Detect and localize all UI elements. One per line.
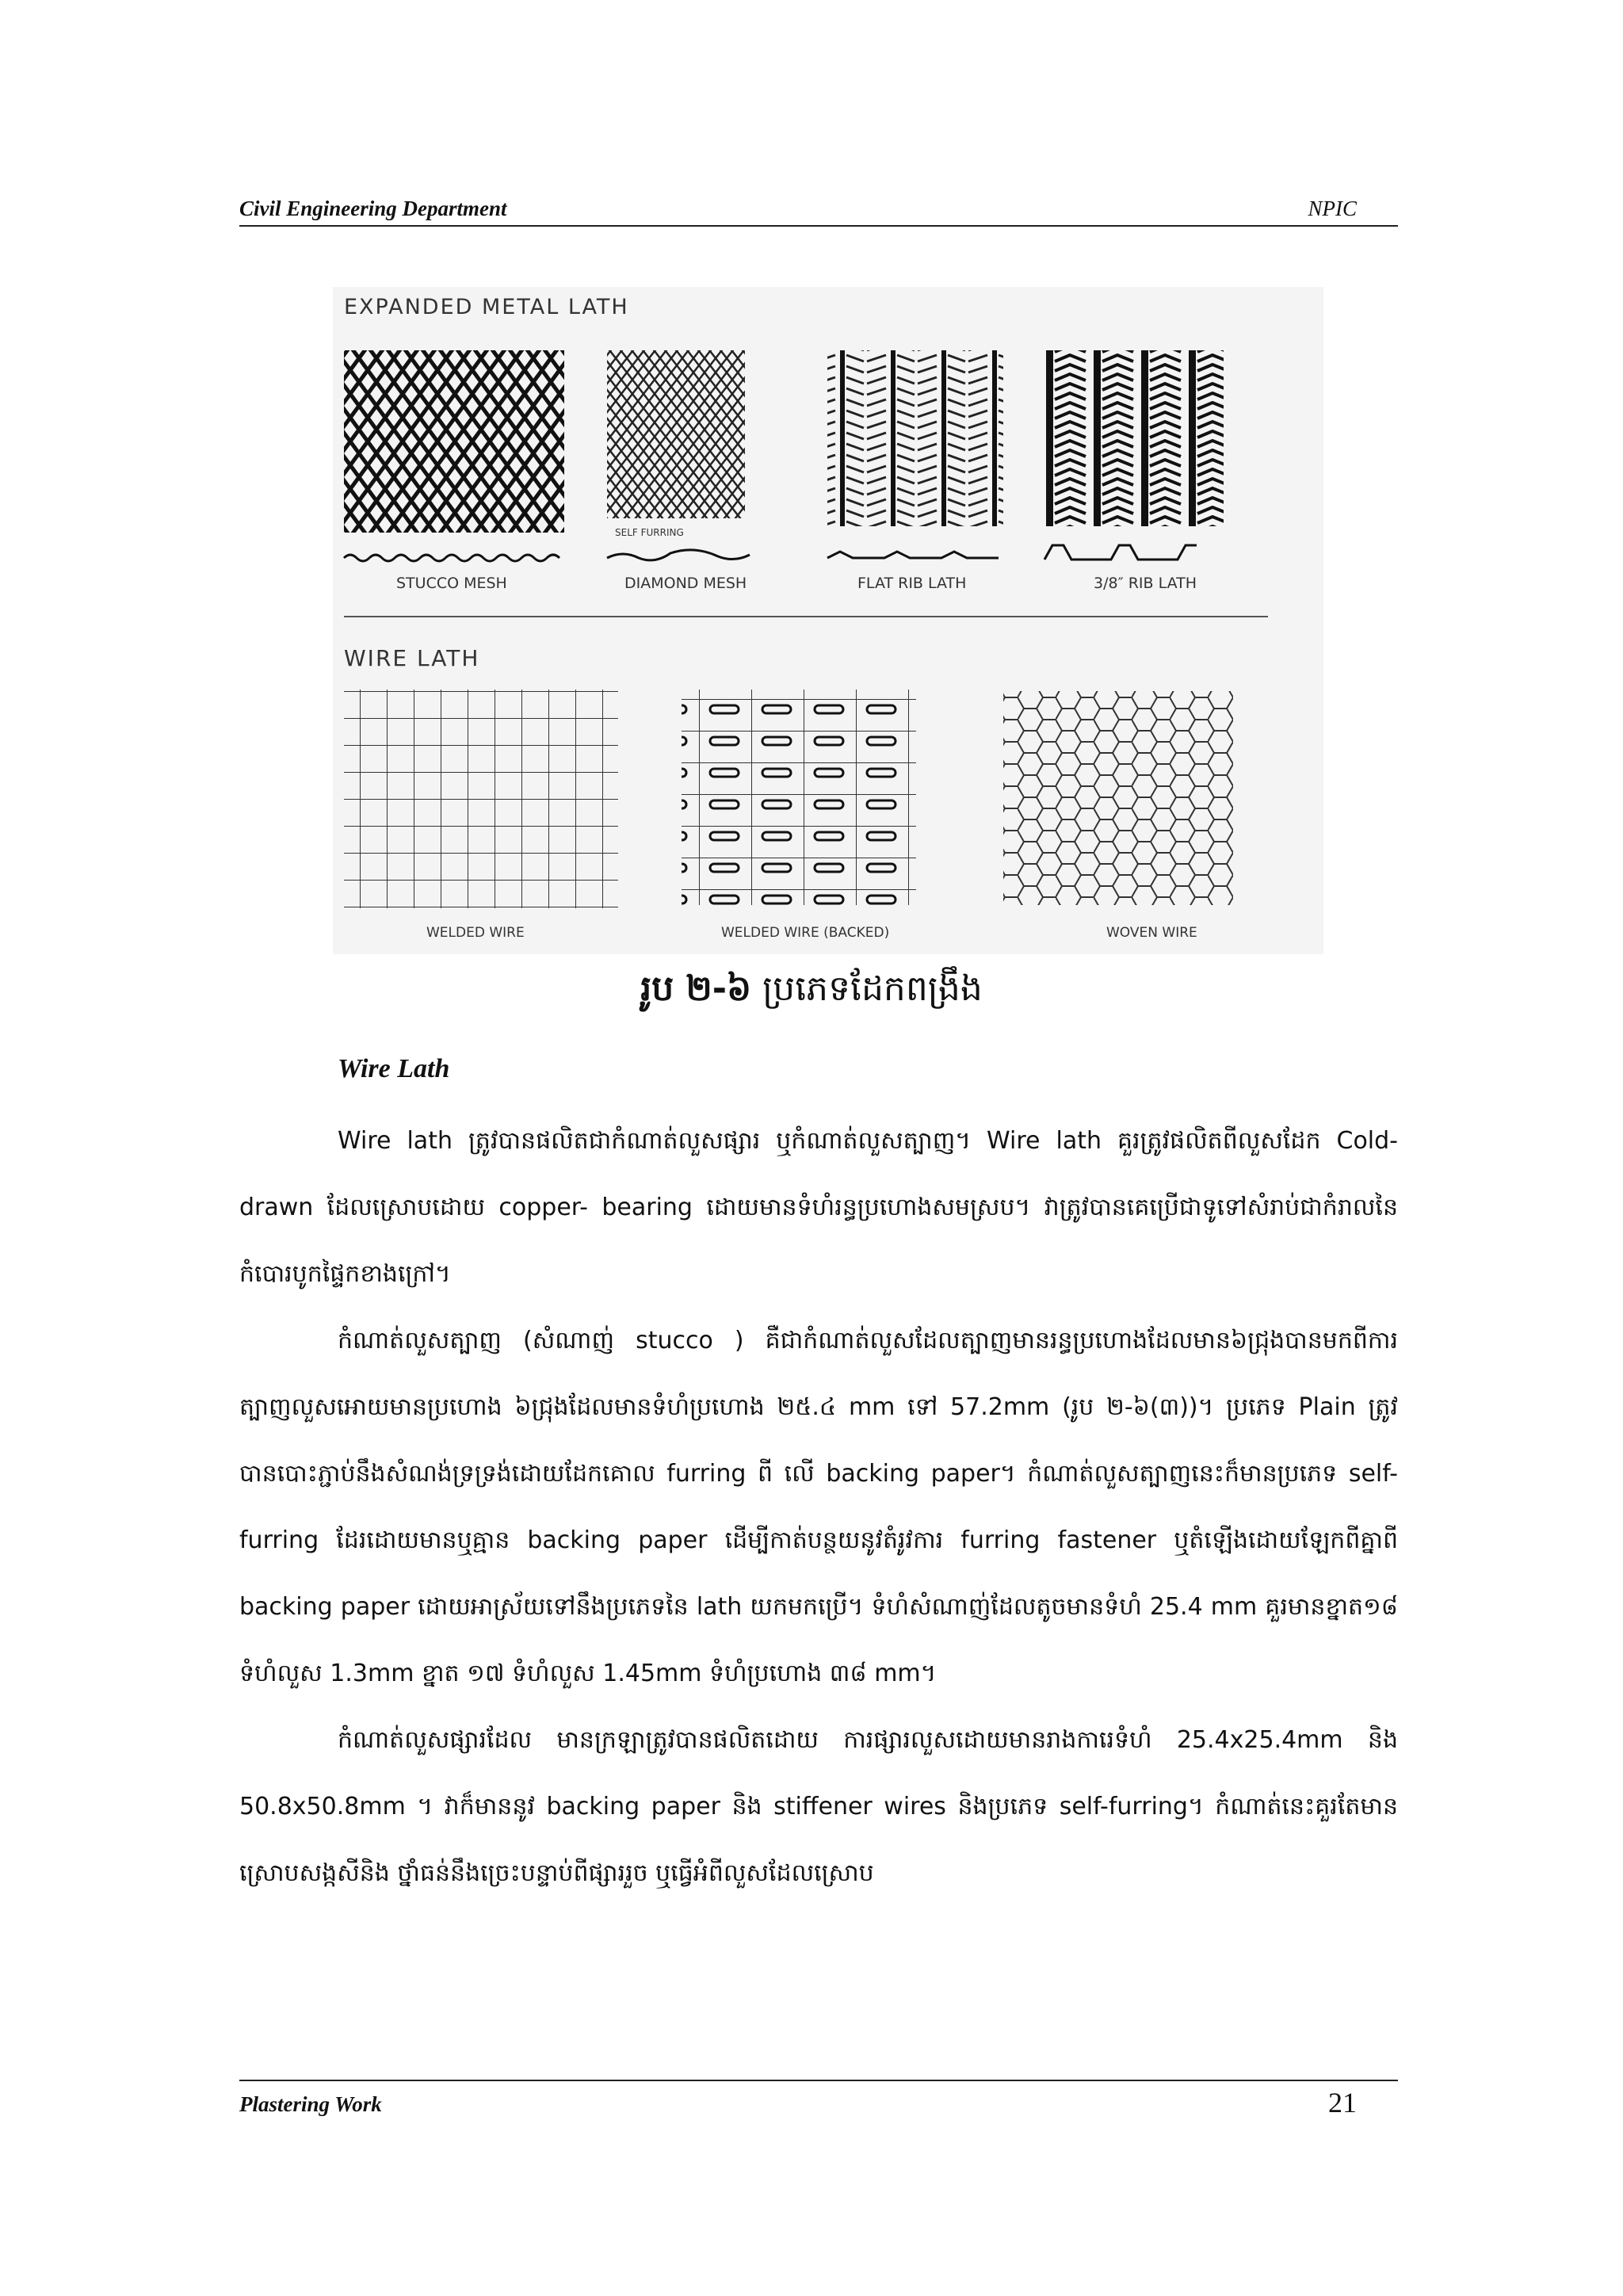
diamond-mesh-swatch (607, 350, 745, 518)
rib-lath-swatch (1044, 350, 1224, 526)
flat-rib-profile (827, 552, 999, 558)
welded-wire-label: WELDED WIRE (426, 925, 525, 941)
page-footer (239, 2080, 1398, 2121)
paragraph-1: Wire lath ត្រូវបានផលិតជាកំណាត់លួសផ្សារ ឬកំណាត់លួសត្បាញ។ Wire lath គួរត្រូវផលិតពីលួសដែក Cold-drawn ដែលស្រោបដោយ copper- bearing ដោយមានទំហំរន្ធប្រហោងសមស្រប។ វាត្រូវបានគេប្រើជាទូទៅសំរាប់ជាកំរាលនៃកំបោរបូកផ្ទៃកខាងក្រៅ។ (239, 1127, 1398, 1288)
caption-text: ប្រភេទដែកពង្រឹង (762, 968, 983, 1009)
figure-caption (0, 967, 1623, 1018)
stucco-mesh-swatch (344, 350, 564, 533)
paragraph-2: កំណាត់លួសត្បាញ (សំណាញ់ stucco ) គឺជាកំណាត់លួសដែលត្បាញមានរន្ធប្រហោងដែលមាន៦ជ្រុងបានមកពីការត្បាញលួសអោយមានប្រហោង ៦ជ្រុងដែលមានទំហំប្រហោង ២៥.៤ mm ទៅ 57.2mm (រូប ២-៦(៣))។ ប្រភេទ Plain ត្រូវបានបោះភ្ជាប់នឹងសំណង់ទ្រទ្រង់ដោយដែកគោល furring ពី លើ backing paper។ កំណាត់លួសត្បាញនេះក៏មានប្រភេទ self-furring ដែរដោយមានឬគ្មាន backing paper ដើម្បីកាត់បន្ថយនូវតំរូវការ furring fastener ឬតំឡើងដោយឡែកពីគ្នាពី backing paper ដោយអាស្រ័យទៅនឹងប្រភេទនៃ lath យកមកប្រើ។ ទំហំសំណាញ់ដែលតូចមានទំហំ 25.4 mm គួរមានខ្នាត១៨ ទំហំលួស 1.3mm ខ្នាត ១៧ ទំហំលួស 1.45mm ទំហំប្រហោង ៣៨ mm។ (239, 1327, 1398, 1687)
lath-types-figure (333, 287, 1323, 954)
stucco-profile (344, 555, 559, 561)
flat-rib-lath-label: FLAT RIB LATH (857, 575, 967, 592)
footer-title: Plastering Work (239, 2092, 382, 2116)
stucco-mesh-label: STUCCO MESH (396, 575, 507, 592)
diamond-profile (607, 550, 750, 560)
paragraph-3: កំណាត់លួសផ្សារដែល មានក្រឡាត្រូវបានផលិតដោយ ការផ្សារលួសដោយមានរាងការេទំហំ 25.4x25.4mm និង 50.8x50.8mm ។ វាក៏មាននូវ backing paper និង stiffener wires និងប្រភេទ self-furring។ កំណាត់នេះគួរតែមានស្រោបសង្កសីនិង ថ្នាំធន់នឹងច្រេះបន្ទាប់ពីផ្សាររួច ឬធ្វើអំពីលួសដែលស្រោប (239, 1726, 1398, 1887)
header-institution: NPIC (1308, 197, 1357, 220)
welded-wire-backed-label: WELDED WIRE (BACKED) (721, 925, 890, 941)
rib-profile (1044, 545, 1197, 560)
diamond-mesh-label: DIAMOND MESH (624, 575, 747, 592)
welded-wire-backed-swatch (682, 690, 916, 905)
rib-lath-label: 3/8″ RIB LATH (1094, 575, 1197, 592)
woven-wire-label: WOVEN WIRE (1106, 925, 1197, 941)
flat-rib-lath-swatch (827, 350, 1003, 526)
page-number: 21 (1328, 2087, 1357, 2118)
section-title: Wire Lath (338, 1054, 450, 1083)
page-header (239, 193, 1398, 227)
woven-wire-swatch (1003, 691, 1233, 905)
body-text (239, 1108, 1398, 1907)
self-furring-label: SELF FURRING (615, 527, 684, 538)
header-department: Civil Engineering Department (239, 197, 507, 220)
wire-lath-title: WIRE LATH (344, 645, 480, 671)
expanded-metal-lath-title: EXPANDED METAL LATH (344, 295, 629, 319)
welded-wire-swatch (344, 690, 618, 908)
caption-number: រូប ២-៦ (640, 968, 752, 1009)
